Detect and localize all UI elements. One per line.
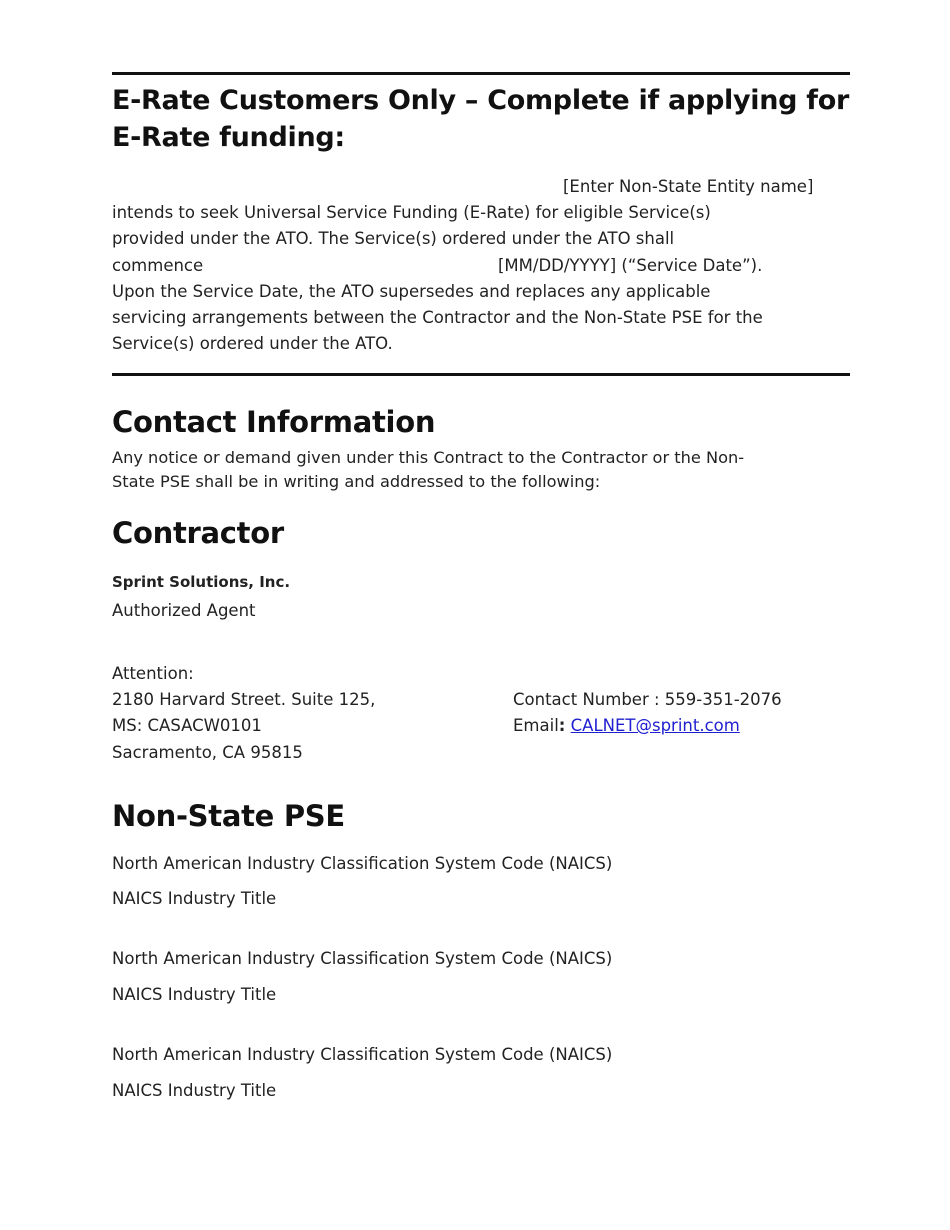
- address-line: MS: CASACW0101: [112, 716, 262, 735]
- email-label: Email: [513, 716, 559, 735]
- naics-title-label: NAICS Industry Title: [112, 1081, 277, 1100]
- entity-name-placeholder: [Enter Non-State Entity name]: [563, 177, 814, 196]
- naics-code-label: North American Industry Classification System Code (NAICS): [112, 854, 613, 873]
- authorized-agent-label: Authorized Agent: [112, 601, 256, 620]
- erate-heading-line1: E-Rate Customers Only – Complete if applying for: [112, 85, 849, 116]
- document-page: [112, 0, 850, 1230]
- erate-text-line: Service(s) ordered under the ATO.: [112, 334, 393, 353]
- service-date-placeholder: [MM/DD/YYYY] (“Service Date”).: [498, 256, 763, 275]
- naics-title-label: NAICS Industry Title: [112, 889, 277, 908]
- contractor-heading: Contractor: [112, 516, 284, 550]
- erate-heading-line2: E-Rate funding:: [112, 122, 345, 153]
- nonstate-heading: Non-State PSE: [112, 799, 345, 833]
- naics-code-label: North American Industry Classification System Code (NAICS): [112, 1045, 613, 1064]
- erate-text-line: provided under the ATO. The Service(s) ordered under the ATO shall: [112, 229, 675, 248]
- email-link[interactable]: CALNET@sprint.com: [570, 716, 740, 735]
- erate-text-commence: commence: [112, 256, 204, 275]
- erate-text-line: intends to seek Universal Service Funding (E-Rate) for eligible Service(s): [112, 203, 711, 222]
- top-divider: [112, 72, 850, 75]
- contact-text-line: State PSE shall be in writing and addressed to the following:: [112, 472, 601, 491]
- email-row: [513, 713, 740, 739]
- naics-code-label: North American Industry Classification System Code (NAICS): [112, 949, 613, 968]
- contact-text-line: Any notice or demand given under this Contract to the Contractor or the Non-: [112, 448, 745, 467]
- address-line: Sacramento, CA 95815: [112, 743, 303, 762]
- email-colon: :: [558, 716, 566, 735]
- naics-title-label: NAICS Industry Title: [112, 985, 277, 1004]
- attention-label: Attention:: [112, 664, 194, 683]
- contact-heading: Contact Information: [112, 405, 436, 439]
- address-line: 2180 Harvard Street. Suite 125,: [112, 690, 376, 709]
- middle-divider: [112, 373, 850, 376]
- company-name: Sprint Solutions, Inc.: [112, 573, 291, 591]
- erate-text-line: servicing arrangements between the Contractor and the Non-State PSE for the: [112, 308, 763, 327]
- erate-text-line: Upon the Service Date, the ATO supersedes and replaces any applicable: [112, 282, 711, 301]
- contact-number: Contact Number : 559-351-2076: [513, 690, 782, 709]
